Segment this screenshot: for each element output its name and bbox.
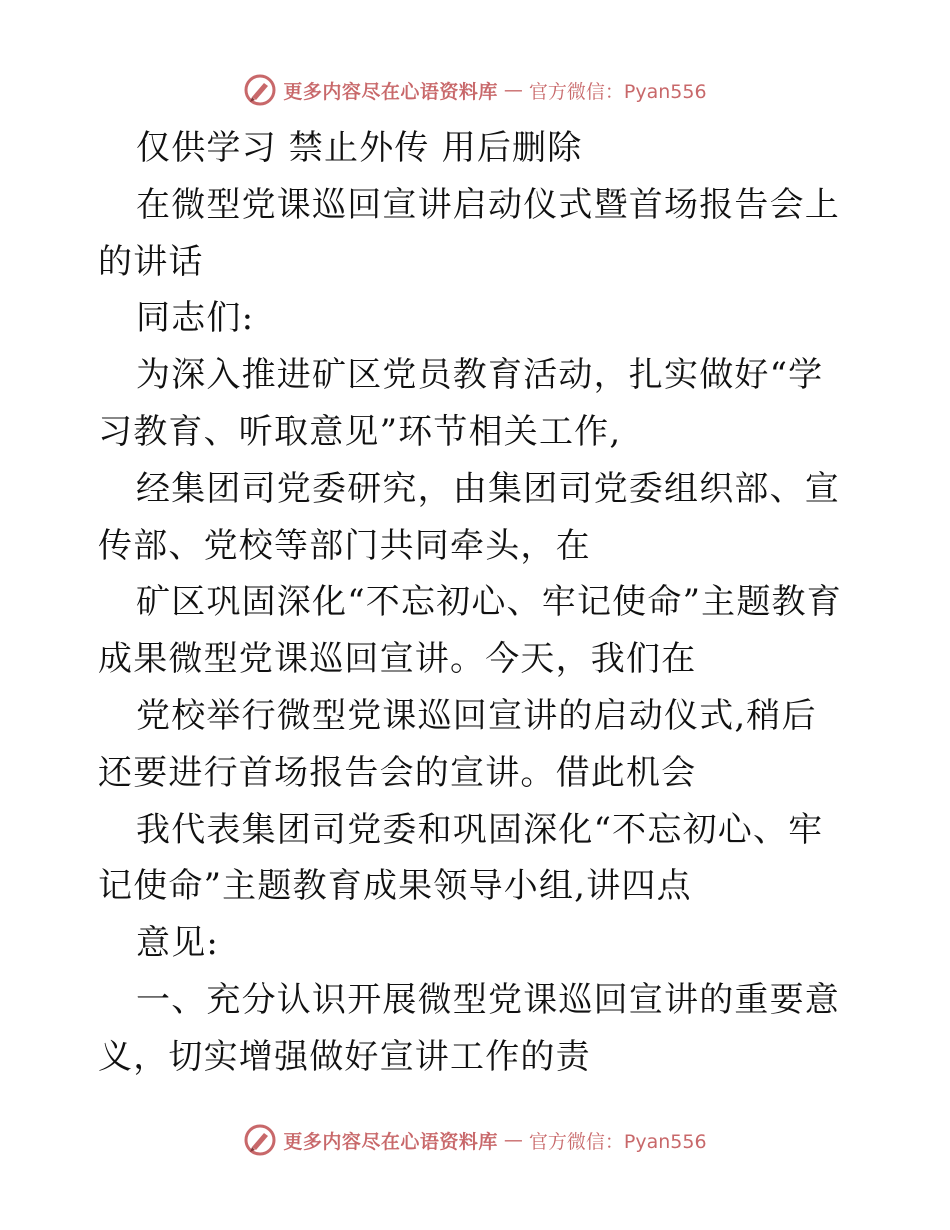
paragraph: 为深入推进矿区党员教育活动，扎实做好“学习教育、听取意见”环节相关工作,: [98, 355, 824, 452]
watermark-main-text: 更多内容尽在心语资料库: [283, 80, 498, 103]
watermark-main-text: 更多内容尽在心语资料库: [283, 1130, 498, 1153]
paragraph: 我代表集团司党委和巩固深化“不忘初心、牢记使命”主题教育成果领导小组,讲四点: [98, 809, 824, 907]
paragraph-salutation: 同志们:: [136, 298, 255, 339]
paragraph: 党校举行微型党课巡回宣讲的启动仪式,稍后还要进行首场报告会的宣讲。借此机会: [98, 695, 817, 793]
header-watermark: [0, 70, 950, 110]
paragraph-title: 在微型党课巡回宣讲启动仪式暨首场报告会上的讲话: [98, 184, 840, 282]
footer-watermark: [0, 1120, 950, 1160]
paragraph: 矿区巩固深化“不忘初心、牢记使命”主题教育成果微型党课巡回宣讲。今天，我们在: [98, 582, 842, 680]
document-body: [98, 120, 850, 1086]
watermark-wechat-text: 官方微信：Pyan556: [528, 80, 707, 103]
paragraph: 意见:: [136, 923, 220, 964]
pen-logo-icon: [243, 73, 277, 107]
watermark-wechat-text: 官方微信：Pyan556: [528, 1130, 707, 1153]
watermark-separator: —: [503, 79, 523, 101]
paragraph: 经集团司党委研究，由集团司党委组织部、宣传部、党校等部门共同牵头，在: [98, 468, 840, 566]
paragraph-section-heading: 一、充分认识开展微型党课巡回宣讲的重要意义，切实增强做好宣讲工作的责: [98, 979, 840, 1077]
pen-logo-icon: [243, 1123, 277, 1157]
watermark-separator: —: [503, 1129, 523, 1151]
paragraph-notice: 仅供学习 禁止外传 用后删除: [136, 128, 583, 168]
